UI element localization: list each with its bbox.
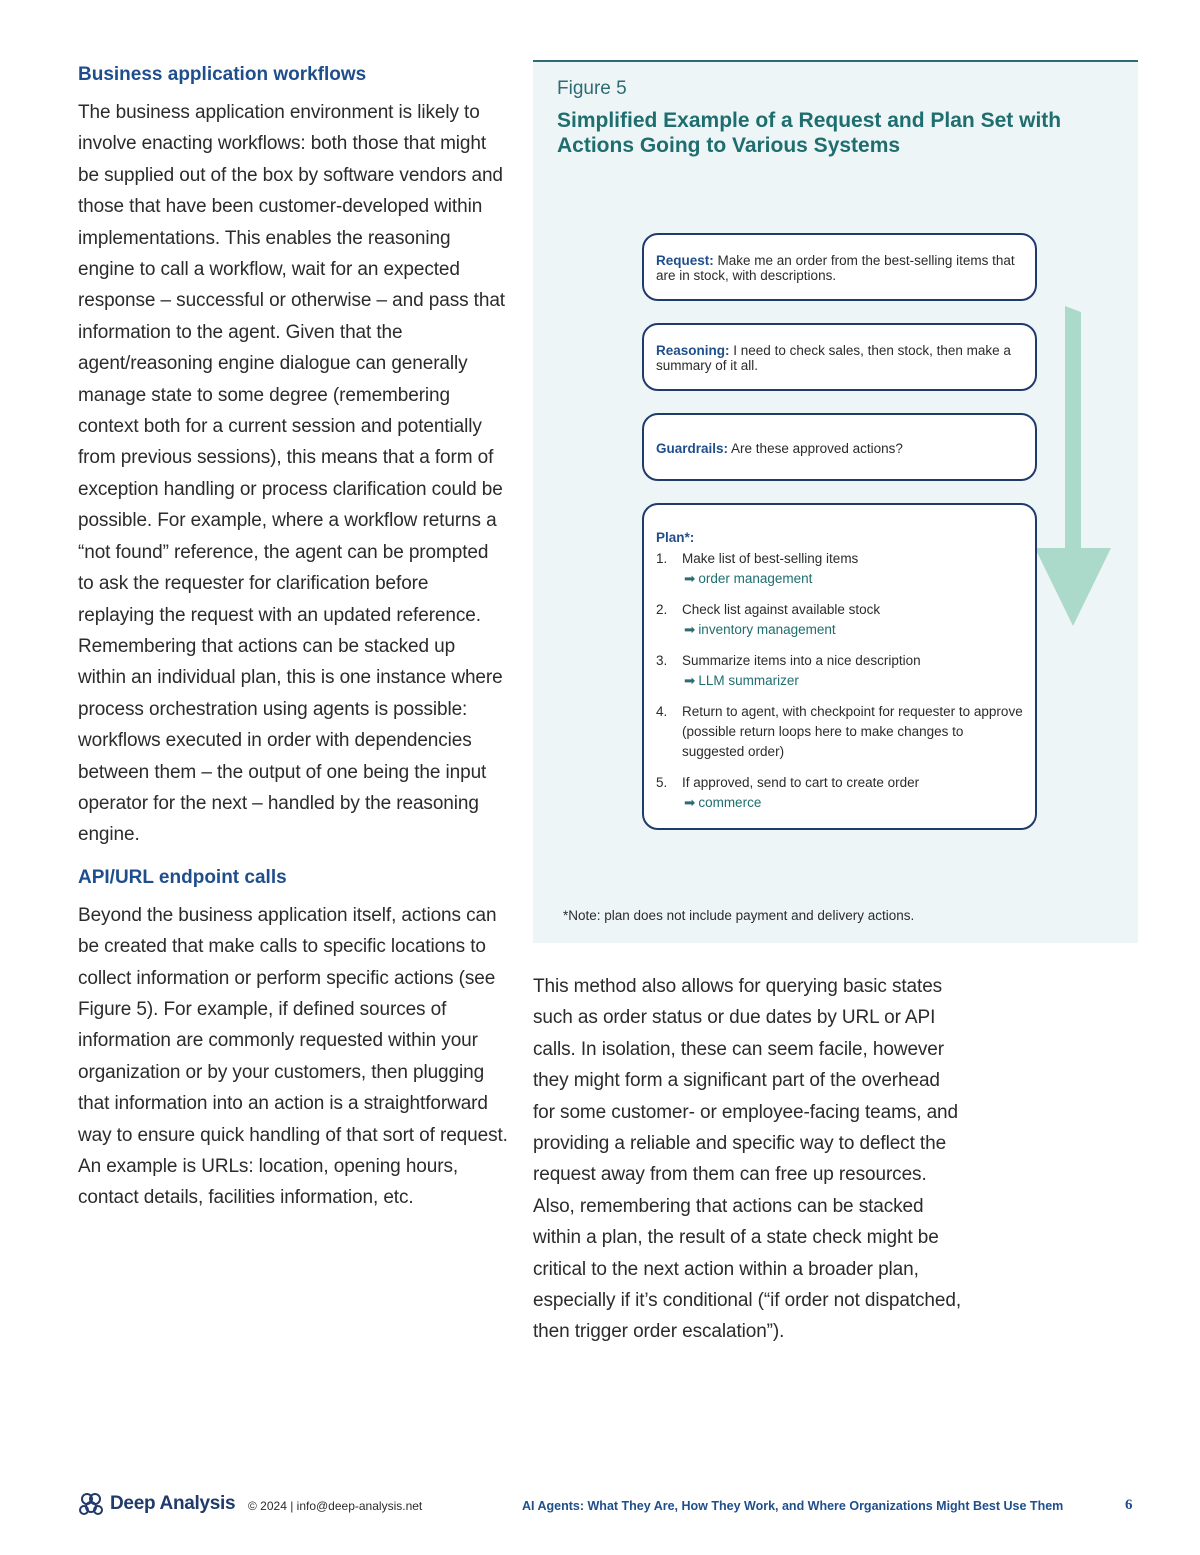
plan-item-text: Check list against available stock: [682, 602, 881, 617]
copyright-text: © 2024 | info@deep-analysis.net: [248, 1499, 423, 1513]
request-label: Request:: [656, 253, 714, 268]
guardrails-label: Guardrails:: [656, 441, 729, 456]
section-heading-business-workflows: Business application workflows: [78, 64, 367, 85]
paragraph-business-workflows: The business application environment is likely to involve enacting workflows: both those that might be supplied out of the box by software vendors and those that have been customer-developed within implementations. This enables the reasoning engine to call a workflow, wait for an expected response – successful or otherwise – and pass that information to the agent. Given that the agent/reasoning engine dialogue can generally manage state to some degree (remembering context both for a current session and potentially from previous sessions), this means that a form of exception handling or process clarification could be possible. For example, where a workflow returns a “not found” reference, the agent can be prompted to ask the requester for clarification before replaying the request with an updated reference. Remembering that actions can be stacked up within an individual plan, this is one instance where process orchestration using agents is possible: workflows executed in order with dependencies between them – the output of one being the input operator for the next – handled by the reasoning engine.: [78, 102, 505, 846]
right-arrow-icon: ➡: [684, 795, 696, 810]
plan-item-target: [682, 569, 1023, 589]
figure-panel: [533, 60, 1138, 943]
plan-item-text: Return to agent, with checkpoint for requester to approve (possible return loops here to make changes to suggested order): [682, 704, 1023, 759]
request-text: Make me an order from the best-selling items that are in stock, with descriptions.: [656, 253, 1015, 283]
paragraph-api-endpoint: Beyond the business application itself, actions can be created that make calls to specific locations to collect information or perform specific actions (see Figure 5). For example, if defined sources of information are commonly requested within your organization or by your customers, then plugging that information into an action is a straightforward way to ensure quick handling of that sort of request. An example is URLs: location, opening hours, contact details, facilities information, etc.: [78, 904, 508, 1209]
reasoning-label: Reasoning:: [656, 343, 730, 358]
section-heading-api-endpoint: API/URL endpoint calls: [78, 866, 287, 888]
plan-item-text: Make list of best-selling items: [682, 551, 859, 566]
brand-name: Deep Analysis: [110, 1493, 236, 1514]
document-title: AI Agents: What They Are, How They Work, and Where Organizations Might Best Use Them: [522, 1499, 1064, 1513]
plan-item-number: 3.: [656, 653, 668, 668]
right-column: [533, 971, 963, 1348]
figure-note: *Note: plan does not include payment and delivery actions.: [563, 908, 915, 923]
guardrails-text: Are these approved actions?: [731, 441, 903, 456]
plan-item-target: [682, 671, 1023, 691]
right-arrow-icon: ➡: [684, 622, 696, 637]
plan-item: [656, 600, 1023, 640]
down-arrow-icon: [1031, 300, 1121, 630]
plan-item: [656, 773, 1023, 813]
plan-item-number: 5.: [656, 775, 668, 790]
figure-title: Simplified Example of a Request and Plan Set with Actions Going to Various Systems: [557, 109, 1062, 157]
plan-item: [656, 702, 1023, 762]
plan-item-text: Summarize items into a nice description: [682, 653, 921, 668]
right-arrow-icon: ➡: [684, 571, 696, 586]
paragraph-method-querying: This method also allows for querying basic states such as order status or due dates by URL or API calls. In isolation, these can seem facile, however they might form a significant part of the overhead for some customer- or employee-facing teams, and providing a reliable and specific way to deflect the request away from them can free up resources. Also, remembering that actions can be stacked within a plan, the result of a state check might be critical to the next action within a broader plan, especially if it’s conditional (“if order not dispatched, then trigger order escalation”).: [533, 976, 962, 1343]
request-box: [642, 233, 1037, 301]
guardrails-box: [642, 413, 1037, 481]
page-footer: [0, 1492, 1200, 1522]
plan-label: Plan*:: [656, 530, 695, 545]
plan-item-system: order management: [698, 571, 813, 586]
right-arrow-icon: ➡: [684, 673, 696, 688]
plan-item-system: inventory management: [698, 622, 836, 637]
plan-item-number: 1.: [656, 551, 668, 566]
plan-item-number: 2.: [656, 602, 668, 617]
plan-box: [642, 503, 1037, 830]
plan-item-text: If approved, send to cart to create order: [682, 775, 920, 790]
left-column: [78, 62, 508, 1214]
plan-item-target: [682, 793, 1023, 813]
plan-item-target: [682, 620, 1023, 640]
figure-label: Figure 5: [557, 78, 627, 99]
reasoning-text: I need to check sales, then stock, then make a summary of it all.: [656, 343, 1011, 373]
plan-list: [656, 549, 1023, 813]
plan-item: [656, 651, 1023, 691]
plan-item-number: 4.: [656, 704, 668, 719]
brand-logo: [78, 1492, 235, 1516]
page-number: 6: [1125, 1497, 1133, 1513]
plan-item-system: LLM summarizer: [698, 673, 799, 688]
plan-item: [656, 549, 1023, 589]
reasoning-box: [642, 323, 1037, 391]
plan-item-system: commerce: [698, 795, 762, 810]
deep-analysis-logo-icon: [78, 1492, 104, 1516]
